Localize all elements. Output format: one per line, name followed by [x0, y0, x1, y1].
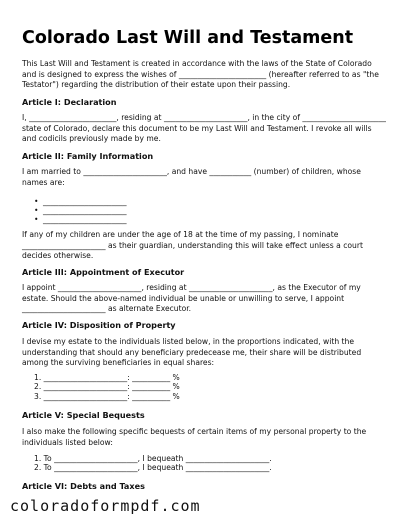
- article-1-text: I, _______________________, residing at ______________________, in the city of ______________________ state of Colorado, declare this document to be my Last Will and Testament. I revoke all wills and codicils previously made by me.: [22, 113, 386, 144]
- article-4-heading: Article IV: Disposition of Property: [22, 320, 176, 330]
- article-2-heading: Article II: Family Information: [22, 151, 154, 161]
- article-5-heading: Article V: Special Bequests: [22, 410, 145, 420]
- child-name-line[interactable]: • ______________________: [34, 206, 127, 215]
- bequest-line[interactable]: 1. To ______________________, I bequeath ______________________.: [34, 454, 272, 463]
- article-5-text: I also make the following specific bequests of certain items of my personal property to the individuals listed below:: [22, 427, 367, 447]
- child-name-line[interactable]: • ______________________: [34, 197, 127, 206]
- bequest-line[interactable]: 2. To ______________________, I bequeath ______________________.: [34, 463, 272, 473]
- children-names-list: [34, 197, 127, 225]
- article-6-heading: Article VI: Debts and Taxes: [22, 481, 145, 491]
- intro-paragraph: This Last Will and Testament is created in accordance with the laws of the State of Colorado and is designed to express the wishes of _______________________ (hereafter referred to as "the Testator") regarding the distribution of their estate upon their passing.: [22, 59, 379, 90]
- article-3-text: I appoint ______________________, residing at ______________________, as the Executor of my estate. Should the above-named individual be unable or unwilling to serve, I appoint ______________________ as alternate Executor.: [22, 283, 361, 314]
- guardian-paragraph: If any of my children are under the age of 18 at the time of my passing, I nominate ______________________ as their guardian, understanding this will take effect unless a court decides otherwise.: [22, 230, 363, 261]
- article-1-heading: Article I: Declaration: [22, 97, 117, 107]
- bequests-list: [34, 454, 272, 473]
- beneficiary-line[interactable]: 2. ______________________: __________ %: [34, 382, 180, 392]
- article-4-text: I devise my estate to the individuals listed below, in the proportions indicated, with the understanding that should any beneficiary predecease me, their share will be distributed among the surviving beneficiaries in equal shares:: [22, 337, 362, 368]
- article-2-text: I am married to ______________________, and have ___________ (number) of children, whose names are:: [22, 167, 361, 187]
- document-title: Colorado Last Will and Testament: [22, 28, 354, 48]
- child-name-line[interactable]: • ______________________: [34, 215, 127, 224]
- site-watermark: coloradoformpdf.com: [10, 497, 201, 515]
- beneficiaries-list: [34, 373, 180, 401]
- article-3-heading: Article III: Appointment of Executor: [22, 267, 185, 277]
- beneficiary-line[interactable]: 1. ______________________: __________ %: [34, 373, 180, 382]
- beneficiary-line[interactable]: 3. ______________________: __________ %: [34, 391, 180, 401]
